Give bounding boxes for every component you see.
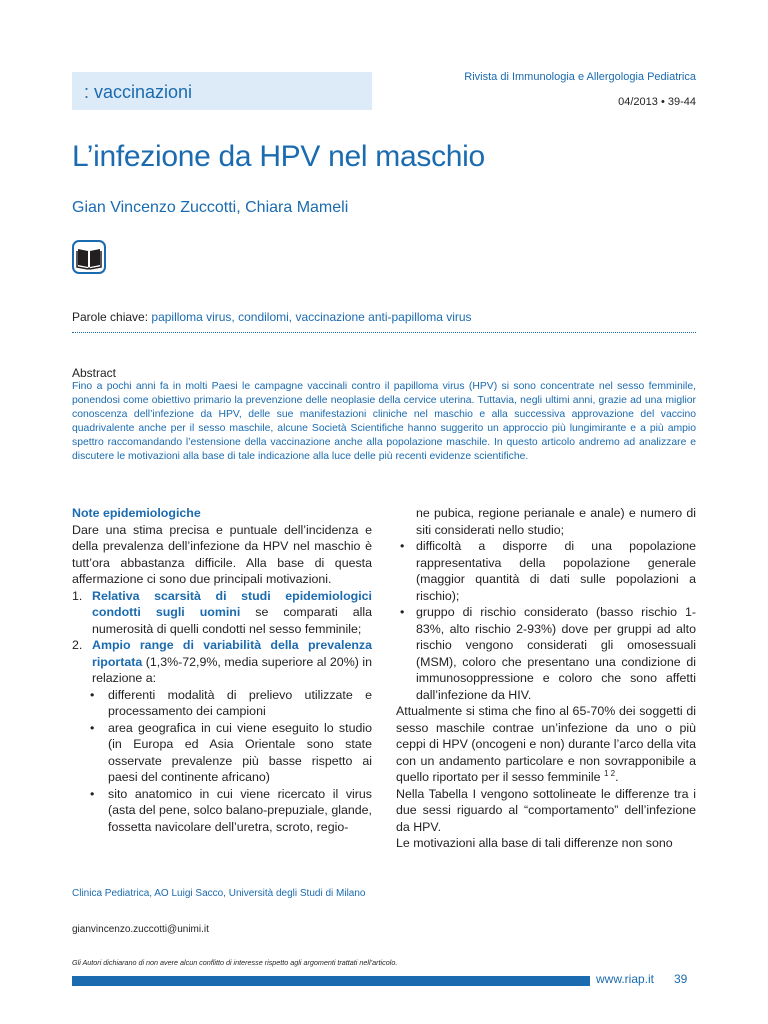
list-item <box>396 604 696 703</box>
contact-email[interactable]: gianvincenzo.zuccotti@unimi.it <box>72 924 209 935</box>
list-item <box>72 687 372 720</box>
bullet-text: sito anatomico in cui viene ricercato il virus (asta del pene, solco balano-prepuziale, glande, fossetta navicolare dell’uretra, scroto, regio- <box>108 786 372 834</box>
bullet-text: difficoltà a disporre di una popolazione rappresentativa della popolazione generale (maggior quantità di dati sulle popolazioni a rischio); <box>416 539 696 603</box>
bullet-marker: • <box>400 605 405 619</box>
journal-url[interactable]: www.riap.it <box>596 972 655 986</box>
body-left-column <box>72 505 372 835</box>
bullet-marker: • <box>400 539 405 553</box>
issue-info: 04/2013 • 39-44 <box>618 96 696 108</box>
keywords-value: papilloma virus, condilomi, vaccinazione anti-papilloma virus <box>151 310 472 324</box>
paragraph-text: Attualmente si stima che fino al 65-70% dei soggetti di sesso maschile contrae un’infezione da uno o più ceppi di HPV (oncogeni e non) durante l’arco della vita con un andamento particolare e non sovrapponibile a quello riportato per il sesso femminile <box>396 704 696 784</box>
intro-paragraph: Dare una stima precisa e puntuale dell’incidenza e della prevalenza dell’infezione da HPV nel maschio è tutt’ora abbastanza difficile. Alla base di questa affermazione ci sono due principali motivazioni. <box>72 522 372 586</box>
bullet-marker: • <box>90 720 95 735</box>
list-item <box>72 720 372 786</box>
list-item <box>72 786 372 836</box>
list-marker: 2. <box>72 638 83 652</box>
citation-refs: 1 2 <box>604 768 616 778</box>
bullet-text: gruppo di rischio considerato (basso rischio 1-83%, alto rischio 2-93%) dove per gruppi ad alto rischio vengono considerati gli omosessuali (MSM), coloro che presentano una condizione di immunosoppressione e coloro che sono affetti dall’infezione da HIV. <box>416 605 696 702</box>
body-paragraph <box>396 703 696 786</box>
abstract-heading: Abstract <box>72 366 117 380</box>
numbered-item-2 <box>72 637 372 687</box>
section-label <box>72 72 372 110</box>
body-paragraph: Le motivazioni alla base di tali differenze non sono <box>396 836 673 850</box>
section-heading: Note epidemiologiche <box>72 506 201 520</box>
affiliation: Clinica Pediatrica, AO Luigi Sacco, Università degli Studi di Milano <box>72 888 366 899</box>
journal-name: Rivista di Immunologia e Allergologia Pediatrica <box>464 71 696 83</box>
bullet-text: differenti modalità di prelievo utilizzate e processamento dei campioni <box>108 687 372 718</box>
numbered-item-1 <box>72 588 372 638</box>
page-number: 39 <box>674 972 688 986</box>
bullet-marker: • <box>90 786 95 801</box>
list-marker: 1. <box>72 588 83 603</box>
bullet-marker: • <box>90 687 95 702</box>
item-2-text: (1,3%-72,9%, media superiore al 20%) in relazione a: <box>92 654 372 685</box>
bullet-text: area geografica in cui viene eseguito lo studio (in Europa ed Asia Orientale sono state osservate prevalenze più basse rispetto ai paesi del continente africano) <box>108 720 372 784</box>
open-book-icon <box>72 240 106 274</box>
item-1-text: se comparati alla numerosità di quelli condotti nel sesso femminile; <box>92 605 372 636</box>
abstract-text: Fino a pochi anni fa in molti Paesi le campagne vaccinali contro il papilloma virus (HPV) si sono concentrate nel sesso femminile, ponendosi come obiettivo primario la prevenzione delle neoplasie della cervice uterina. Tuttavia, negli ultimi anni, grazie ad una miglior conoscenza dell’infezione da HPV, delle sue manifestazioni cliniche nel maschio e alla successiva approvazione del vaccino quadrivalente anche per il sesso maschile, alcune Società Scientifiche hanno suggerito un approccio più lungimirante e a più ampio spettro raccomandando l’estensione della vaccinazione anche alla popolazione maschile. In questo articolo andremo ad analizzare e discutere le motivazioni alla base di tale indicazione alla luce delle più recenti evidenze scientifiche. <box>72 381 696 462</box>
body-paragraph: Nella Tabella I vengono sottolineate le differenze tra i due sessi riguardo al “comportamento” dell’infezione da HPV. <box>396 786 696 834</box>
keywords <box>72 310 472 324</box>
section-label-text: : vaccinazioni <box>84 82 193 102</box>
item-1-highlight: Relativa scarsità di studi epidemiologici condotti sugli uomini <box>92 588 372 619</box>
body-right-column <box>396 505 696 852</box>
paragraph-end: . <box>615 770 619 784</box>
list-item <box>396 538 696 604</box>
conflict-statement: Gli Autori dichiarano di non avere alcun conflitto di interesse rispetto agli argomenti trattati nell’articolo. <box>72 958 398 967</box>
article-authors: Gian Vincenzo Zuccotti, Chiara Mameli <box>72 199 349 216</box>
keywords-label: Parole chiave: <box>72 310 152 324</box>
article-title: L’infezione da HPV nel maschio <box>72 140 485 173</box>
bullet-continuation: ne pubica, regione perianale e anale) e numero di siti considerati nello studio; <box>416 506 696 537</box>
item-2-highlight: Ampio range di variabilità della prevalenza riportata <box>92 638 372 669</box>
keywords-divider <box>72 332 696 333</box>
